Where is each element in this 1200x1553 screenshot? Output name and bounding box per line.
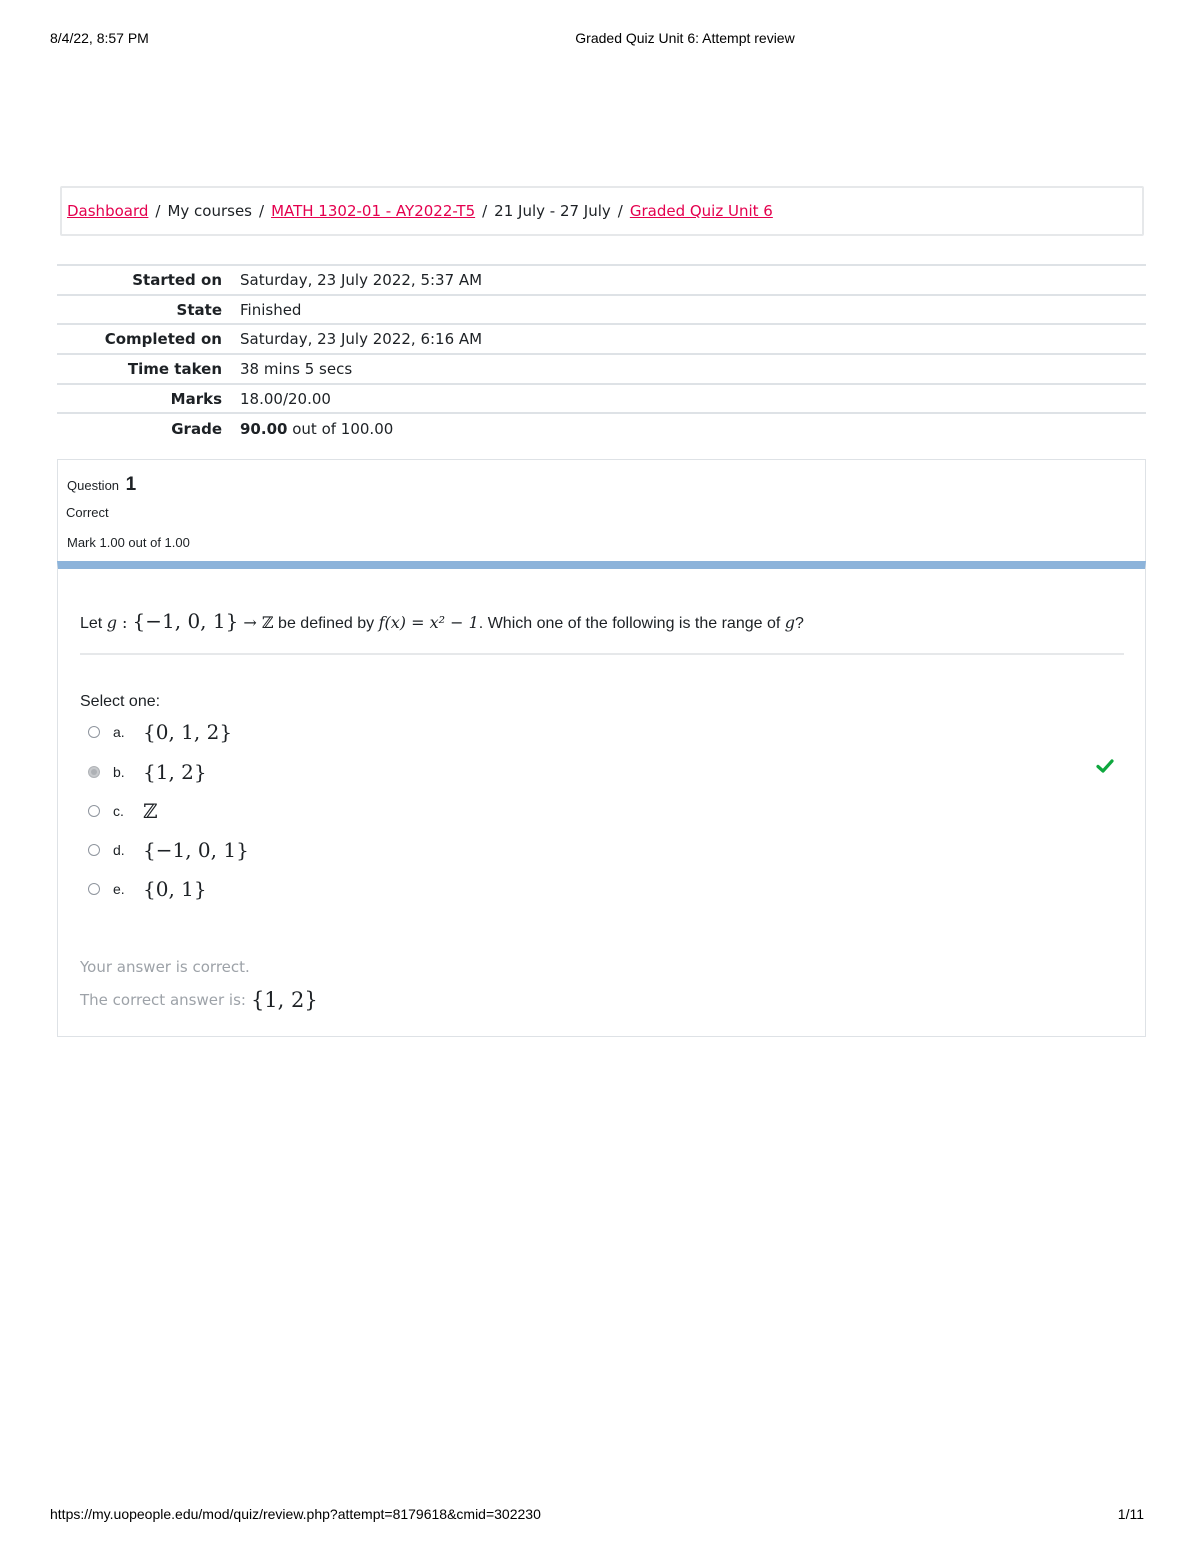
math-g: g xyxy=(106,613,117,632)
grade-score: 90.00 xyxy=(240,419,288,438)
option-d[interactable] xyxy=(88,833,249,867)
grade-out-of: out of 100.00 xyxy=(292,419,394,438)
option-e-value: {0, 1} xyxy=(143,877,207,901)
question-formulation xyxy=(57,561,1146,940)
time-taken-label: Time taken xyxy=(57,354,240,384)
question-feedback xyxy=(57,939,1146,1037)
started-on-label: Started on xyxy=(57,265,240,295)
summary-row-grade xyxy=(57,413,1146,443)
summary-row-completed xyxy=(57,324,1146,354)
breadcrumb-week: 21 July - 27 July xyxy=(494,202,611,220)
qtext-which: Which one of the following is the range of xyxy=(487,615,781,632)
math-g-2: g xyxy=(784,613,796,632)
option-d-value: {−1, 0, 1} xyxy=(143,838,249,862)
breadcrumb-container xyxy=(60,186,1144,236)
option-b-letter: b. xyxy=(113,764,125,780)
question-number-value: 1 xyxy=(125,474,137,495)
print-url: https://my.uopeople.edu/mod/quiz/review.php?attempt=8179618&cmid=302230 xyxy=(50,1506,541,1522)
radio-option-b[interactable] xyxy=(88,766,100,778)
select-one-label: Select one: xyxy=(80,693,161,710)
option-c-letter: c. xyxy=(113,803,124,819)
marks-value: 18.00/20.00 xyxy=(240,384,1146,414)
qtext-let: Let xyxy=(80,615,103,632)
feedback-correct-answer-value: {1, 2} xyxy=(250,988,318,1012)
breadcrumb-quiz-link[interactable]: Graded Quiz Unit 6 xyxy=(629,202,773,220)
marks-label: Marks xyxy=(57,384,240,414)
started-on-value: Saturday, 23 July 2022, 5:37 AM xyxy=(240,265,1146,295)
radio-option-d[interactable] xyxy=(88,844,100,856)
option-c-value: ℤ xyxy=(143,799,158,823)
state-label: State xyxy=(57,295,240,325)
state-value: Finished xyxy=(240,295,1146,325)
breadcrumb-separator: / xyxy=(482,202,488,220)
math-integers: ℤ xyxy=(261,613,274,632)
summary-row-started xyxy=(57,265,1146,295)
breadcrumb-course-link[interactable]: MATH 1302-01 - AY2022-T5 xyxy=(271,202,476,220)
completed-on-value: Saturday, 23 July 2022, 6:16 AM xyxy=(240,324,1146,354)
breadcrumb-separator: / xyxy=(155,202,161,220)
radio-option-c[interactable] xyxy=(88,805,100,817)
print-page-number: 1/11 xyxy=(1117,1506,1144,1522)
summary-row-marks xyxy=(57,384,1146,414)
breadcrumb-my-courses: My courses xyxy=(167,202,252,220)
breadcrumb xyxy=(67,202,773,220)
qtext-be-defined-by: be defined by xyxy=(278,615,375,632)
option-e[interactable] xyxy=(88,872,207,906)
option-b[interactable] xyxy=(88,755,207,789)
math-arrow: → xyxy=(238,613,262,632)
summary-row-state xyxy=(57,295,1146,325)
breadcrumb-dashboard-link[interactable]: Dashboard xyxy=(67,202,149,220)
completed-on-label: Completed on xyxy=(57,324,240,354)
question-info xyxy=(57,459,1146,562)
question-state: Correct xyxy=(66,505,109,520)
print-title: Graded Quiz Unit 6: Attempt review xyxy=(575,30,795,46)
option-e-letter: e. xyxy=(113,881,125,897)
option-c[interactable] xyxy=(88,794,158,828)
math-domain: {−1, 0, 1} xyxy=(132,609,239,633)
grade-value xyxy=(240,413,1146,443)
time-taken-value: 38 mins 5 secs xyxy=(240,354,1146,384)
summary-row-time xyxy=(57,354,1146,384)
option-a[interactable] xyxy=(88,715,232,749)
print-datetime: 8/4/22, 8:57 PM xyxy=(50,30,149,46)
question-text xyxy=(80,609,804,633)
question-number xyxy=(67,474,136,496)
qtext-qmark: ? xyxy=(795,615,804,632)
radio-option-e[interactable] xyxy=(88,883,100,895)
option-b-value: {1, 2} xyxy=(143,760,207,784)
feedback-correct-answer-label: The correct answer is: xyxy=(80,991,246,1009)
option-d-letter: d. xyxy=(113,842,125,858)
check-icon xyxy=(1096,757,1114,775)
option-a-letter: a. xyxy=(113,724,125,740)
breadcrumb-separator: / xyxy=(259,202,265,220)
question-prefix: Question xyxy=(67,478,120,493)
question-divider xyxy=(80,653,1124,655)
breadcrumb-separator: / xyxy=(617,202,623,220)
attempt-summary-table xyxy=(57,264,1146,443)
grade-label: Grade xyxy=(57,413,240,443)
feedback-correct-message: Your answer is correct. xyxy=(80,958,250,976)
question-mark: Mark 1.00 out of 1.00 xyxy=(67,535,190,550)
radio-option-a[interactable] xyxy=(88,726,100,738)
feedback-correct-answer xyxy=(80,988,318,1012)
math-colon: : xyxy=(116,613,133,632)
qtext-period: . xyxy=(478,615,484,632)
math-function: f(x) = x² − 1 xyxy=(378,613,479,632)
option-a-value: {0, 1, 2} xyxy=(143,720,233,744)
